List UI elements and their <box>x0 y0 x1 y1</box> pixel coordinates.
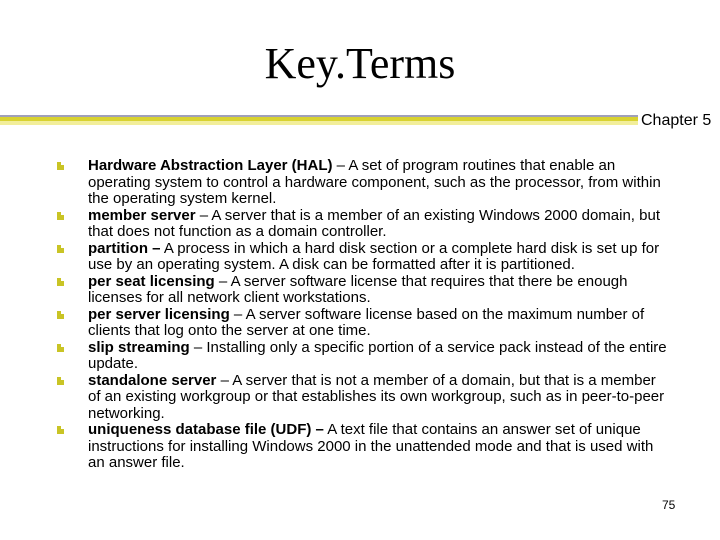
term-item <box>57 208 667 241</box>
square-bullet-icon <box>57 278 64 286</box>
term-item <box>57 158 667 208</box>
term-definition: – A set of program routines that enable an operating system to control a hardware component, such as the processor, from within the operating system kernel. <box>88 157 661 207</box>
term-name: uniqueness database file (UDF) – <box>88 421 324 438</box>
page-number: 75 <box>662 498 676 512</box>
term-item <box>57 340 667 373</box>
term-name: per server licensing <box>88 305 230 323</box>
term-name: member server <box>88 206 196 224</box>
term-item <box>57 274 667 307</box>
term-name: partition – <box>88 239 161 257</box>
chapter-label: Chapter 5 <box>641 112 712 129</box>
term-name: Hardware Abstraction Layer (HAL) <box>88 157 333 174</box>
square-bullet-icon <box>57 212 64 220</box>
term-item <box>57 307 667 340</box>
term-name: slip streaming <box>88 338 190 356</box>
term-item <box>57 422 667 472</box>
term-definition: A text file that contains an answer set of unique instructions for installing Windows 2000 in the unattended mode and that is used with an answer file. <box>88 421 654 471</box>
term-definition: A process in which a hard disk section or a complete hard disk is set up for use by an operating system. A disk can be formatted after it is partitioned. <box>88 239 660 273</box>
square-bullet-icon <box>57 426 64 434</box>
key-terms-list <box>57 158 667 472</box>
term-definition: – A server software license that requires that there be enough licenses for all network client workstations. <box>88 272 628 306</box>
term-definition: – A server that is not a member of a domain, but that is a member of an existing workgroup or that establishes its own workgroup, such as in peer-to-peer networking. <box>88 371 665 422</box>
divider-bottom-band <box>0 121 638 125</box>
term-definition: – Installing only a specific portion of a service pack instead of the entire update. <box>88 338 667 372</box>
term-item <box>57 373 667 423</box>
square-bullet-icon <box>57 311 64 319</box>
term-name: per seat licensing <box>88 272 215 290</box>
title-divider <box>0 115 638 125</box>
square-bullet-icon <box>57 245 64 253</box>
term-definition: – A server software license based on the maximum number of clients that log onto the server at one time. <box>88 305 645 339</box>
term-item <box>57 241 667 274</box>
slide-title: Key.Terms <box>264 39 456 88</box>
square-bullet-icon <box>57 377 64 385</box>
square-bullet-icon <box>57 344 64 352</box>
square-bullet-icon <box>57 162 64 170</box>
term-name: standalone server <box>88 371 217 389</box>
term-definition: – A server that is a member of an existing Windows 2000 domain, but that does not function as a domain controller. <box>88 206 660 240</box>
